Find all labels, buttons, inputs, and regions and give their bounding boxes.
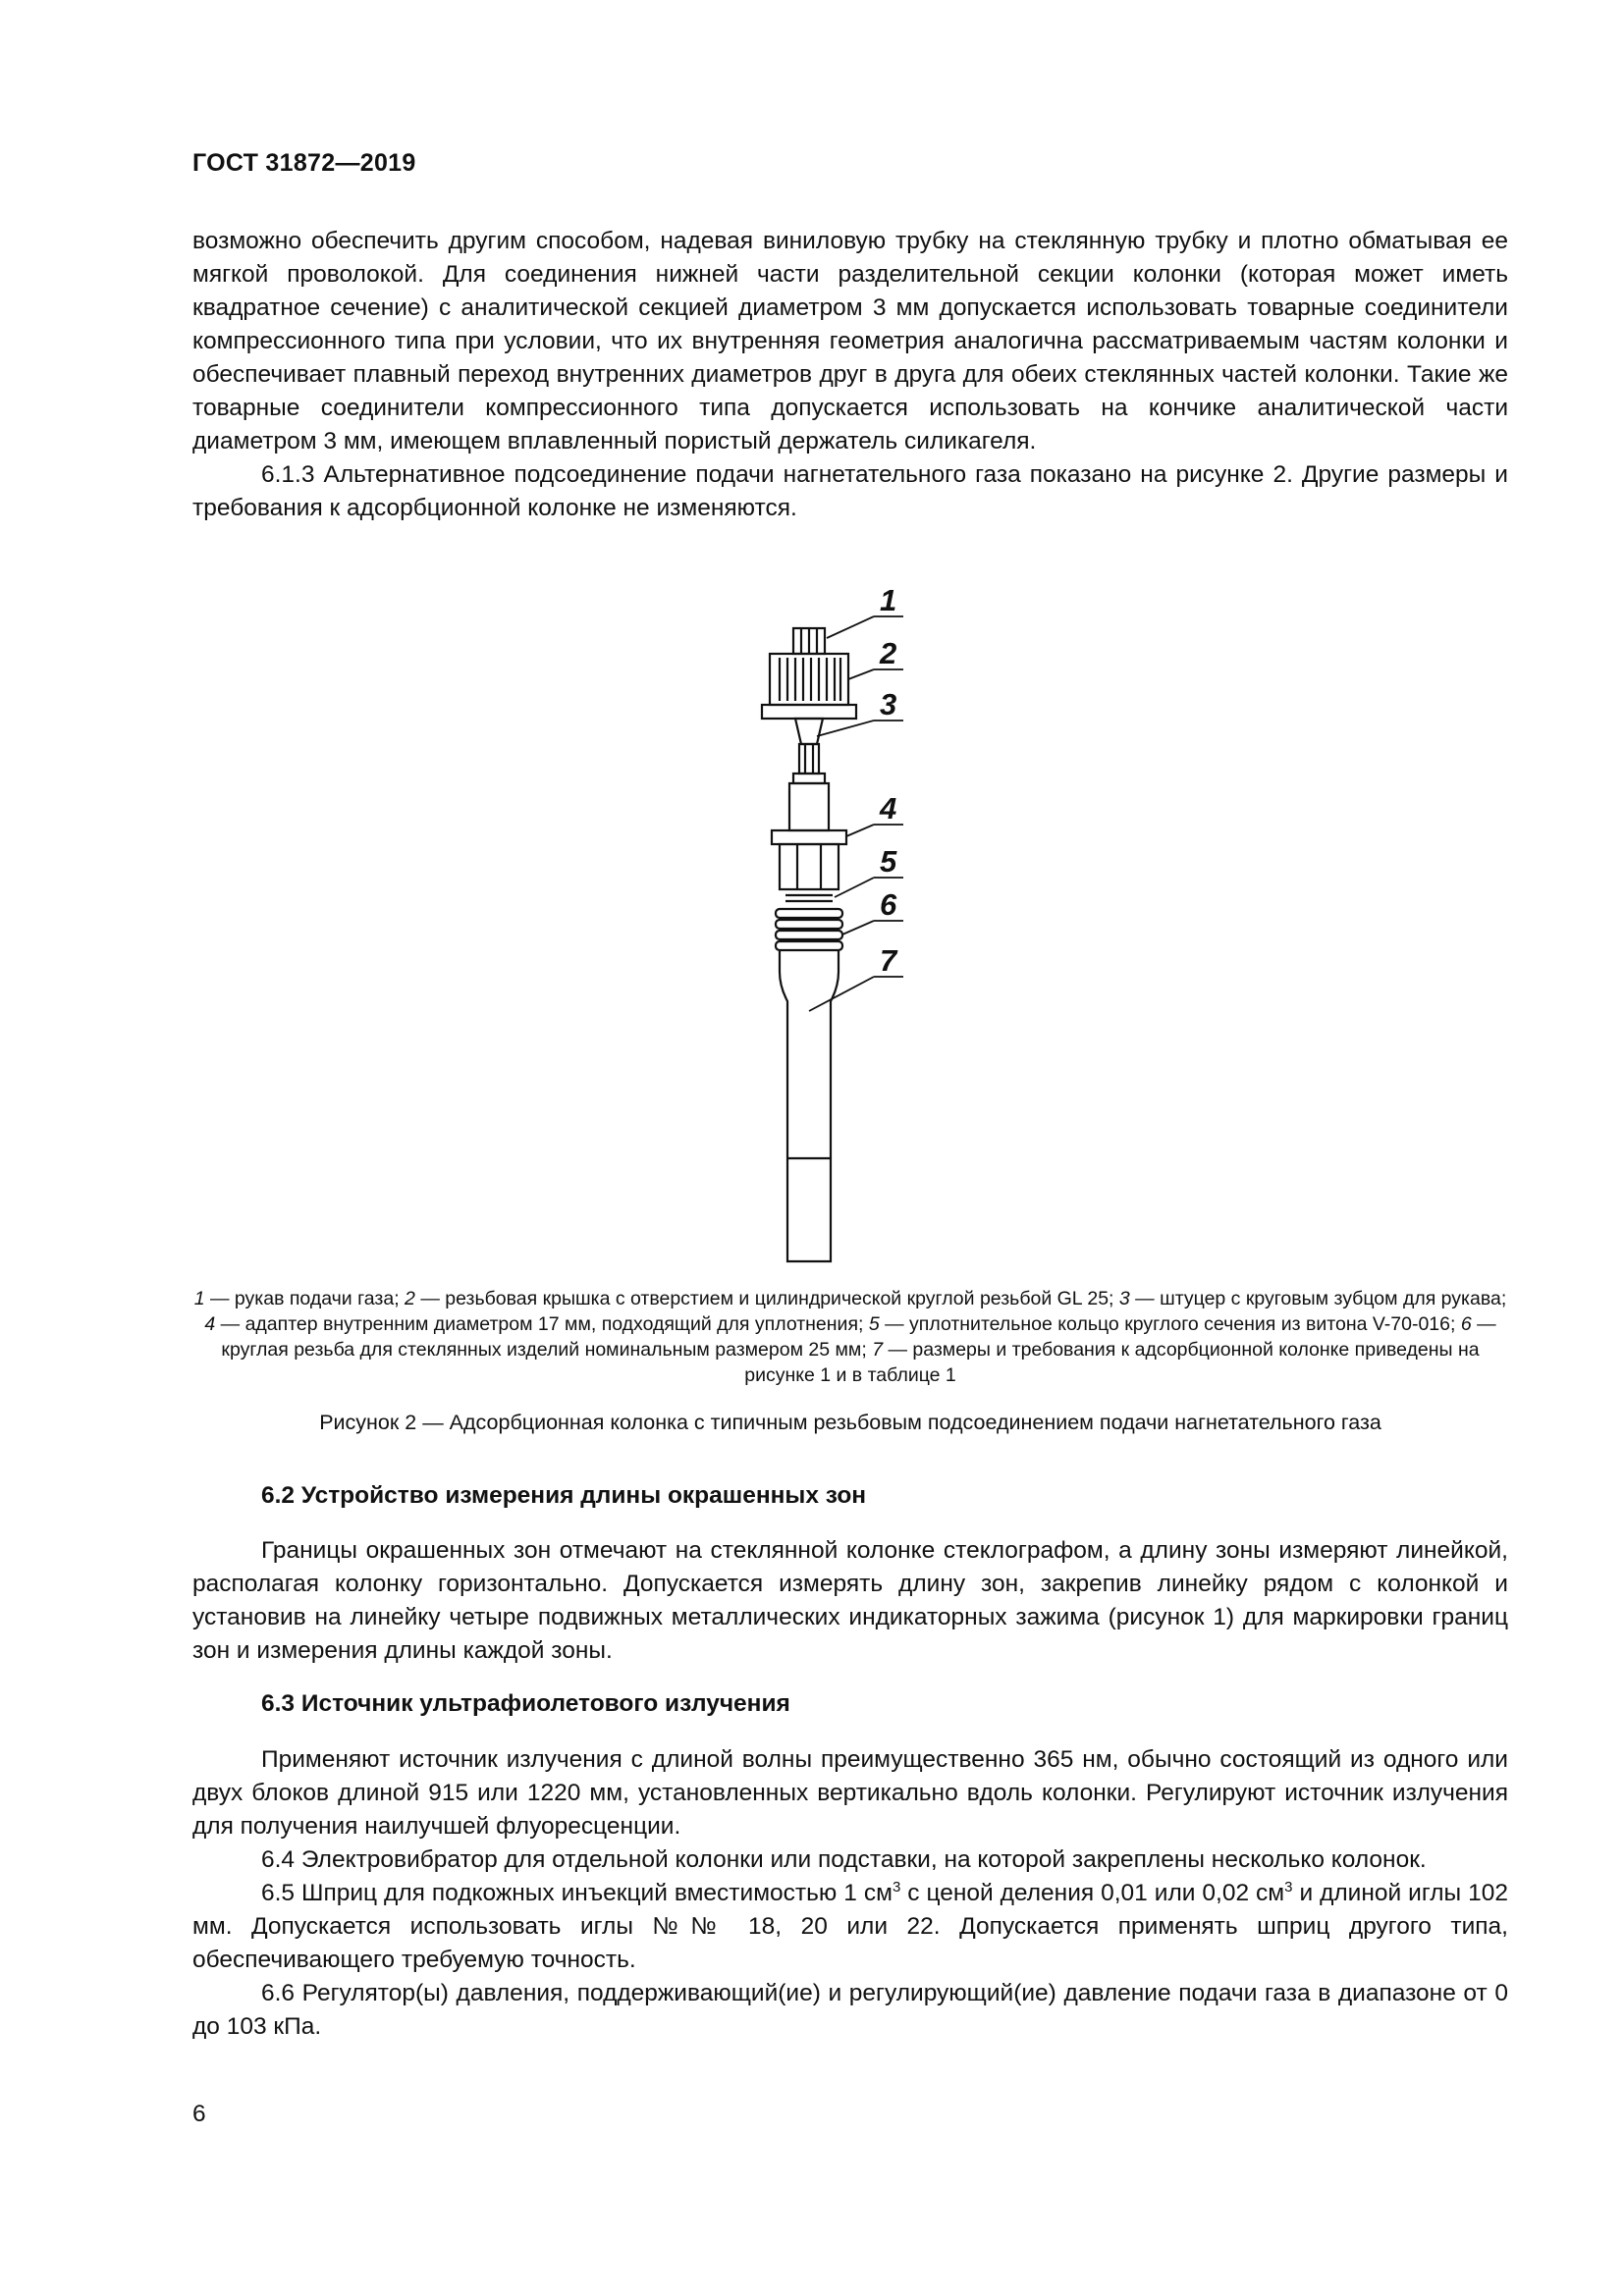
section-6-2-body bbox=[192, 1534, 1508, 1668]
paragraph-6-4: 6.4 Электровибратор для отдельной колонки или подставки, на которой закреплены несколько колонок. bbox=[261, 1846, 1427, 1873]
p65-part1: 6.5 Шприц для подкожных инъекций вместимостью 1 см bbox=[261, 1880, 893, 1906]
legend-text-4: — адаптер внутренним диаметром 17 мм, подходящий для уплотнения; bbox=[215, 1313, 869, 1335]
section-6-3-body bbox=[192, 1743, 1508, 2044]
legend-text-7: — размеры и требования к адсорбционной колонке приведены на рисунке 1 и в таблице 1 bbox=[744, 1339, 1480, 1386]
legend-num-6: 6 bbox=[1460, 1313, 1472, 1335]
continuation-paragraph bbox=[192, 225, 1508, 525]
callout-5: 5 bbox=[880, 844, 897, 879]
section-6-2-text: Границы окрашенных зон отмечают на стеклянной колонке стеклографом, а длину зоны измеряют линейкой, располагая колонку горизонтально. Допускается измерять длину зон, закрепив линейку рядом с колонкой и установив на линейку четыре подвижных металлических индикаторных зажима (рисунок 1) для маркировки границ зон и измерения длины каждой зоны. bbox=[192, 1537, 1508, 1664]
legend-text-2: — резьбовая крышка с отверстием и цилиндрической круглой резьбой GL 25; bbox=[414, 1288, 1119, 1309]
figure-2-drawing bbox=[727, 569, 962, 1276]
legend-text-1: — рукав подачи газа; bbox=[204, 1288, 406, 1309]
legend-num-5: 5 bbox=[868, 1313, 880, 1335]
p65-sup2: 3 bbox=[1284, 1879, 1293, 1896]
threaded-cap-shape bbox=[770, 654, 848, 705]
callout-7: 7 bbox=[880, 943, 897, 978]
callout-2: 2 bbox=[880, 636, 897, 670]
p65-part3: и длиной иглы 102 мм. Допускается использовать иглы №№ 18, 20 или 22. Допускается применять шприц другого типа, обеспечивающего требуемую точность. bbox=[192, 1880, 1508, 1973]
legend-num-3: 3 bbox=[1118, 1288, 1130, 1309]
paragraph-6-5 bbox=[192, 1877, 1508, 1977]
callout-3: 3 bbox=[880, 687, 897, 721]
legend-num-2: 2 bbox=[405, 1288, 415, 1309]
paragraph-6-6: 6.6 Регулятор(ы) давления, поддерживающий(ие) и регулирующий(ие) давление подачи газа в диапазоне от 0 до 103 кПа. bbox=[192, 1980, 1508, 2040]
adapter-shape bbox=[789, 783, 829, 830]
continuation-text: возможно обеспечить другим способом, надевая виниловую трубку на стеклянную трубку и плотно обматывая ее мягкой проволокой. Для соединения нижней части разделительной секции колонки (которая может иметь квадратное сечение) с аналитической секцией диаметром 3 мм допускается использовать товарные соединители компрессионного типа при условии, что их внутренняя геометрия аналогична рассматриваемым частям колонки и обеспечивает плавный переход внутренних диаметров друг в друга для обеих стеклянных частей колонки. Такие же товарные соединители компрессионного типа допускается использовать на кончике аналитической части диаметром 3 мм, имеющем вплавленный пористый держатель силикагеля. bbox=[192, 228, 1508, 454]
page-number: 6 bbox=[192, 2101, 206, 2127]
barb-fitting-shape bbox=[795, 719, 823, 744]
callout-1: 1 bbox=[880, 583, 897, 617]
column-diagram bbox=[727, 569, 962, 1276]
legend-text-6: — круглая резьба для стеклянных изделий номинальным размером 25 мм; bbox=[221, 1313, 1496, 1361]
callout-6: 6 bbox=[880, 887, 897, 922]
standard-header: ГОСТ 31872—2019 bbox=[192, 149, 416, 177]
legend-num-4: 4 bbox=[204, 1313, 216, 1335]
section-heading-6-2: 6.2 Устройство измерения длины окрашенных зон bbox=[261, 1482, 867, 1509]
p65-part2: с ценой деления 0,01 или 0,02 см bbox=[900, 1880, 1285, 1906]
p65-sup1: 3 bbox=[892, 1879, 901, 1896]
legend-num-1: 1 bbox=[193, 1288, 205, 1309]
column-body-shape bbox=[780, 950, 839, 1261]
legend-num-7: 7 bbox=[872, 1339, 884, 1361]
legend-text-5: — уплотнительное кольцо круглого сечения из витона V-70-016; bbox=[879, 1313, 1461, 1335]
figure-legend bbox=[192, 1286, 1508, 1388]
legend-text-3: — штуцер с круговым зубцом для рукава; bbox=[1129, 1288, 1507, 1309]
paragraph-6-1-3: 6.1.3 Альтернативное подсоединение подачи нагнетательного газа показано на рисунке 2. Другие размеры и требования к адсорбционной колонке не изменяются. bbox=[192, 461, 1508, 521]
figure-caption: Рисунок 2 — Адсорбционная колонка с типичным резьбовым подсоединением подачи нагнетательного газа bbox=[319, 1411, 1381, 1434]
section-heading-6-3: 6.3 Источник ультрафиолетового излучения bbox=[261, 1690, 790, 1717]
callout-4: 4 bbox=[880, 791, 897, 826]
section-6-3-text: Применяют источник излучения с длиной волны преимущественно 365 нм, обычно состоящий из одного или двух блоков длиной 915 или 1220 мм, установленных вертикально вдоль колонки. Регулируют источник излучения для получения наилучшей флуоресценции. bbox=[192, 1746, 1508, 1840]
glass-thread-shape bbox=[776, 909, 842, 950]
